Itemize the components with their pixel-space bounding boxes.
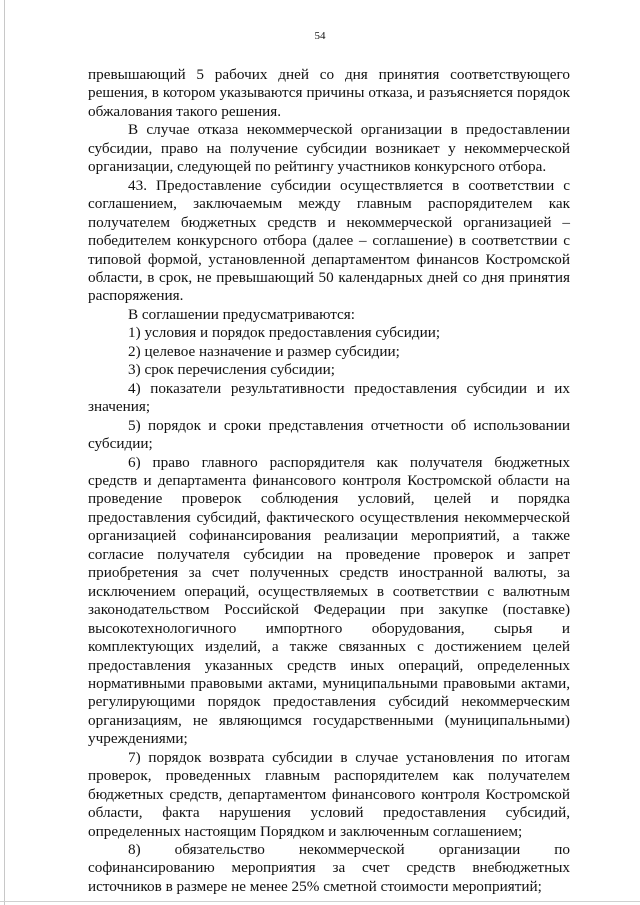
paragraph: превышающий 5 рабочих дней со дня принятия соответствующего решения, в котором указываются причины отказа, и разъясняется порядок обжалования такого решения. — [88, 66, 570, 120]
list-item: 3) срок перечисления субсидии; — [128, 361, 335, 379]
list-item: 8) обязательство некоммерческой организации по софинансированию мероприятия за счет средств внебюджетных источников в размере не менее 25% сметной стоимости мероприятий; — [88, 841, 570, 895]
page-number: 54 — [314, 30, 326, 42]
list-item: 1) условия и порядок предоставления субсидии; — [128, 324, 441, 342]
scan-edge-bottom — [0, 901, 640, 902]
scan-edge-left — [4, 0, 5, 905]
list-item: 7) порядок возврата субсидии в случае установления по итогам проверок, проведенных главным распорядителем как получателем бюджетных средств, департаментом финансового контроля Костромской области, факта нарушения условий предоставления субсидий, определенных настоящим Порядком и заключенным соглашением; — [88, 748, 570, 840]
list-item: 5) порядок и сроки представления отчетности об использовании субсидии; — [88, 416, 570, 453]
list-item: 6) право главного распорядителя как получателя бюджетных средств и департамента финансового контроля Костромской области на проведение проверок соблюдения условий, целей и порядка предоставления субсидий, фактического осуществления некоммерческой организацией софинансирования реализации мероприятий, а также согласие получателя субсидии на проведение проверок и запрет приобретения за счет полученных средств иностранной валюты, за исключением операций, осуществляемых в соответствии с валютным законодательством Российской Федерации при закупке (поставке) высокотехнологичного импортного оборудования, сырья и комплектующих изделий, а также связанных с достижением целей предоставления указанных средств иных операций, определенных нормативными правовыми актами, муниципальными правовыми актами, регулирующими порядок предоставления субсидий некоммерческим организациям, не являющимся государственными (муниципальными) учреждениями; — [88, 453, 570, 748]
document-body — [88, 66, 570, 896]
paragraph: В случае отказа некоммерческой организации в предоставлении субсидии, право на получение субсидии возникает у некоммерческой организации, следующей по рейтингу участников конкурсного отбора. — [88, 121, 570, 176]
paragraph: В соглашении предусматриваются: — [128, 305, 356, 323]
paragraph: 43. Предоставление субсидии осуществляется в соответствии с соглашением, заключаемым между главным распорядителем как получателем бюджетных средств и некоммерческой организацией – победителем конкурсного отбора (далее – соглашение) в соответствии с типовой формой, установленной департаментом финансов Костромской области, в срок, не превышающий 50 календарных дней со дня принятия распоряжения. — [88, 176, 570, 305]
list-item: 4) показатели результативности предоставления субсидии и их значения; — [88, 379, 570, 416]
list-item: 2) целевое назначение и размер субсидии; — [128, 342, 400, 360]
